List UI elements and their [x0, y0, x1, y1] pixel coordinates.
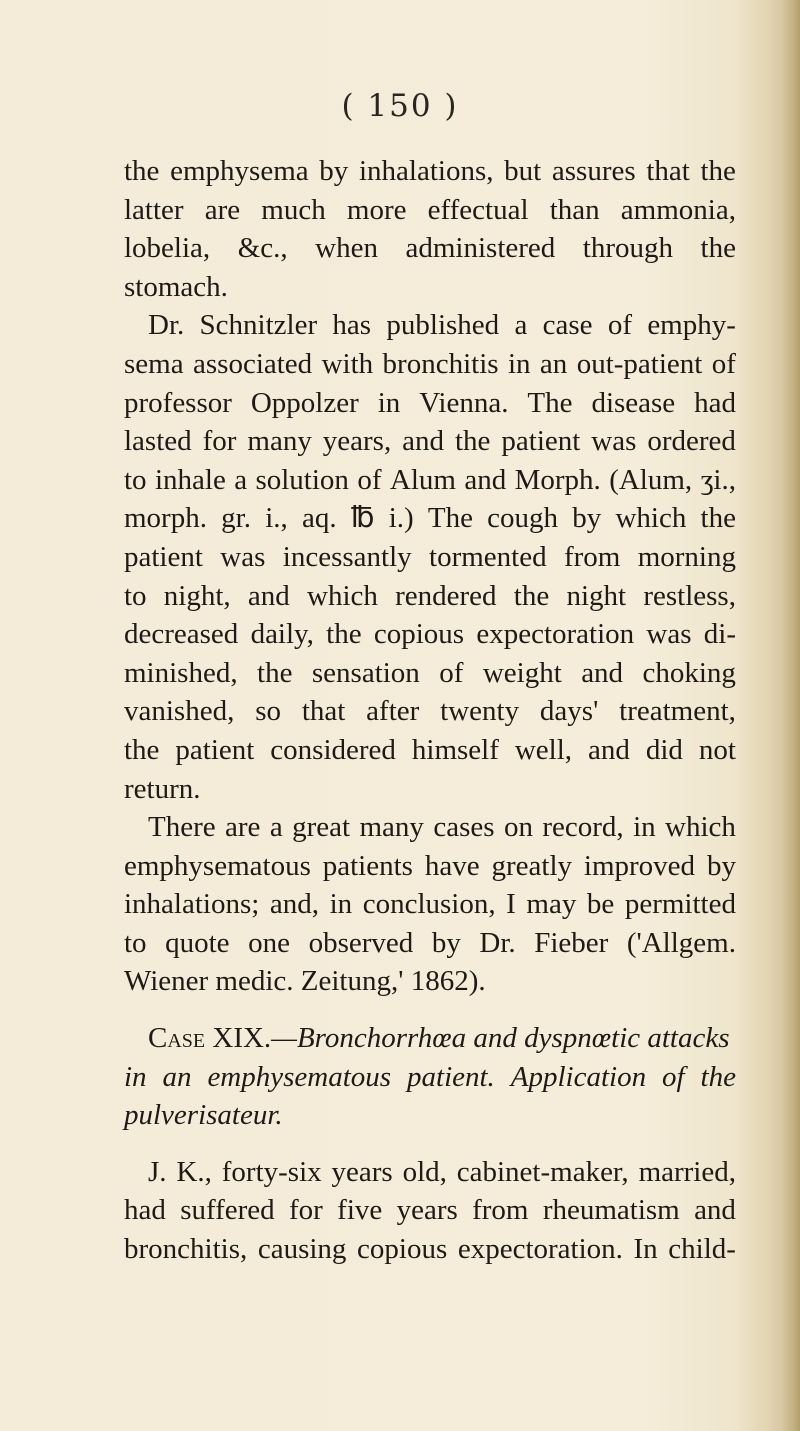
case-label-wrap — [124, 1019, 730, 1058]
text-line: decreased daily, the copious expectoration was di- — [124, 618, 736, 651]
case-heading-line — [124, 1019, 736, 1058]
page-number: ( 150 ) — [341, 88, 459, 124]
text-line: return. — [124, 772, 201, 805]
text-line: vanished, so that after twenty days' treatment, — [124, 695, 736, 728]
text-line: sema associated with bronchitis in an out-patient of — [124, 347, 736, 380]
text-line: Dr. Schnitzler has published a case of emphy- — [148, 309, 736, 342]
body-text — [124, 152, 736, 1269]
paragraph-lines — [124, 152, 736, 1001]
text-line: morph. gr. i., aq. ℔ i.) The cough by which the — [124, 502, 736, 535]
text-line: lobelia, &c., when administered through the — [124, 232, 736, 265]
case-title-part3: pulverisateur. — [124, 1099, 283, 1132]
text-line: to quote one observed by Dr. Fieber ('Allgem. — [124, 926, 736, 959]
case-label: Case XIX. — [148, 1022, 272, 1055]
text-line: had suffered for five years from rheumatism and — [124, 1194, 736, 1227]
text-line: to inhale a solution of Alum and Morph. (Alum, ʒi., — [124, 463, 736, 496]
case-heading-line: in an emphysematous patient. Application of the — [124, 1060, 736, 1093]
section-spacer — [124, 1001, 736, 1019]
text-line: lasted for many years, and the patient was ordered — [124, 425, 736, 458]
text-line: J. K., forty-six years old, cabinet-maker, married, — [148, 1155, 736, 1188]
case-heading — [124, 1019, 736, 1135]
text-line: stomach. — [124, 270, 228, 303]
text-line: inhalations; and, in conclusion, I may be permitted — [124, 888, 736, 921]
text-line: to night, and which rendered the night restless, — [124, 579, 736, 612]
text-line: professor Oppolzer in Vienna. The disease had — [124, 386, 736, 419]
text-line: bronchitis, causing copious expectoration. In child- — [124, 1233, 736, 1266]
text-line: minished, the sensation of weight and choking — [124, 656, 736, 689]
case-title-part1: —Bronchorrhœa and dyspnœtic attacks — [271, 1022, 730, 1055]
case-heading-line — [124, 1096, 736, 1135]
text-line: the emphysema by inhalations, but assures that the — [124, 155, 736, 187]
page-edge-shadow — [782, 0, 800, 1431]
text-line: patient was incessantly tormented from morning — [124, 540, 736, 573]
text-line: latter are much more effectual than ammonia, — [124, 193, 736, 226]
text-line: Wiener medic. Zeitung,' 1862). — [124, 965, 486, 998]
text-line: the patient considered himself well, and did not — [124, 733, 736, 766]
section-spacer — [124, 1135, 736, 1153]
text-line: emphysematous patients have greatly improved by — [124, 849, 736, 882]
case-paragraph-lines — [124, 1153, 736, 1269]
text-line: There are a great many cases on record, in which — [148, 811, 736, 844]
